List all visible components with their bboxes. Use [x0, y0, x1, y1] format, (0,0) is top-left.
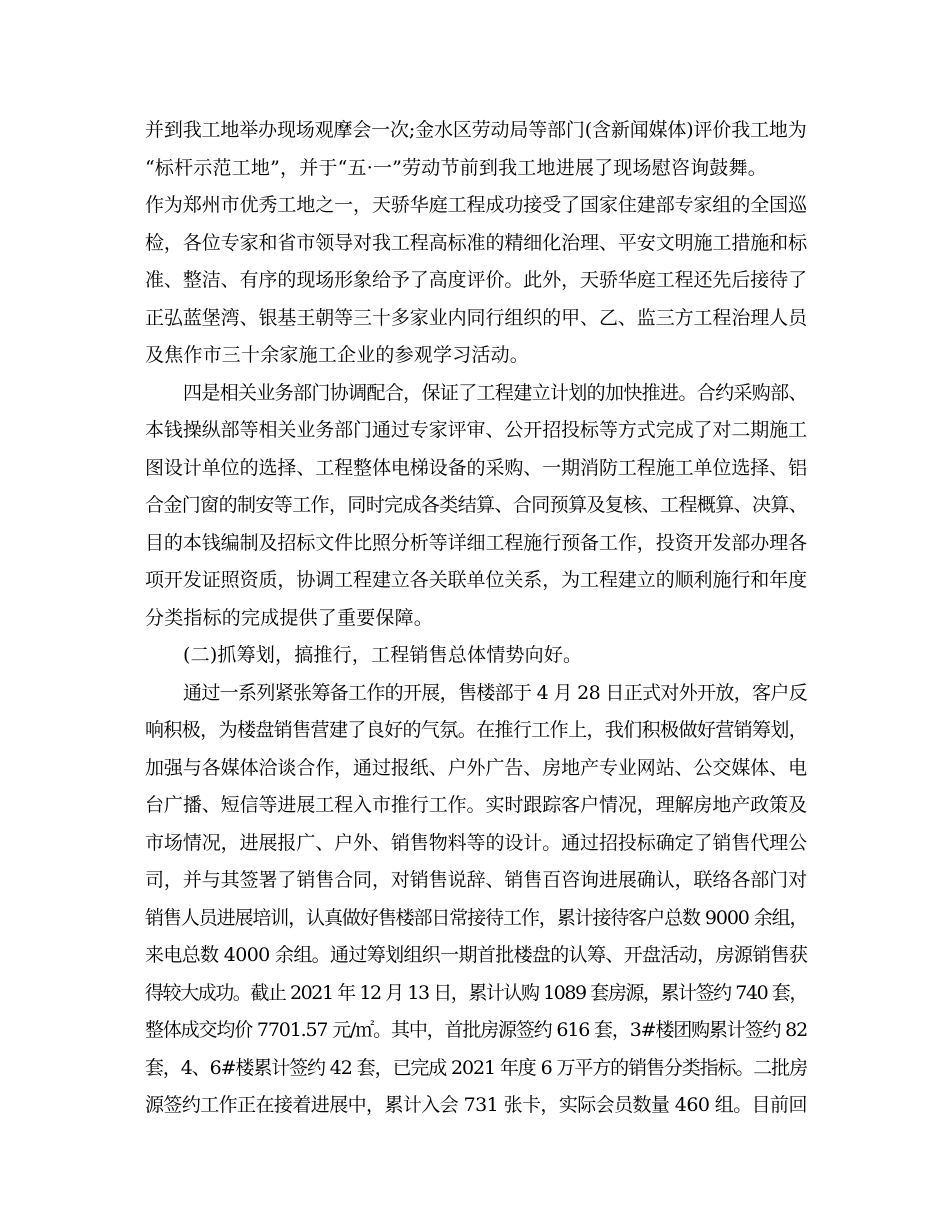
text-line: 项开发证照资质，协调工程建立各关联单位关系，为工程建立的顺利施行和年度 — [145, 569, 808, 591]
paragraph-first-line: 四是相关业务部门协调配合，保证了工程建立计划的加快推进。合约采购部、 — [183, 381, 807, 404]
text-line: 整体成交均价 7701.57 元/㎡。其中，首批房源签约 616 套，3#楼团购累计签约 82 — [145, 1019, 808, 1041]
text-line: 正弘蓝堡湾、银基王朝等三十多家业内同行组织的甲、乙、监三方工程治理人员 — [145, 306, 808, 329]
text-line: 图设计单位的选择、工程整体电梯设备的采购、一期消防工程施工单位选择、铝 — [145, 456, 808, 479]
text-line: 得较大成功。截止 2021 年 12 月 13 日，累计认购 1089 套房源，累计签约 740 套， — [145, 981, 807, 1004]
paragraph-first-line: (二)抓筹划，搞推行，工程销售总体情势向好。 — [183, 644, 583, 666]
text-line: 并到我工地举办现场观摩会一次;金水区劳动局等部门(含新闻媒体)评价我工地为 — [145, 119, 807, 141]
text-line: 来电总数 4000 余组。通过筹划组织一期首批楼盘的认筹、开盘活动，房源销售获 — [145, 944, 808, 966]
text-line: 销售人员进展培训，认真做好售楼部日常接待工作，累计接待客户总数 9000 余组， — [145, 906, 808, 929]
text-line: 套，4、6#楼累计签约 42 套，已完成 2021 年度 6 万平方的销售分类指标。二批房 — [145, 1056, 807, 1079]
paragraph-first-line: 通过一系列紧张筹备工作的开展，售楼部于 4 月 28 日正式对外开放，客户反 — [183, 681, 808, 704]
text-line: 目的本钱编制及招标文件比照分析等详细工程施行预备工作，投资开发部办理各 — [145, 531, 808, 554]
text-line: 源签约工作正在接着进展中，累计入会 731 张卡，实际会员数量 460 组。目前回 — [145, 1094, 807, 1116]
text-line: 检，各位专家和省市领导对我工程高标准的精细化治理、平安文明施工措施和标 — [145, 231, 808, 254]
text-line: 加强与各媒体洽谈合作，通过报纸、户外广告、房地产专业网站、公交媒体、电 — [145, 756, 808, 779]
text-line: 及焦作市三十余家施工企业的参观学习活动。 — [145, 344, 530, 366]
text-line: 分类指标的完成提供了重要保障。 — [145, 606, 434, 629]
document-body — [145, 112, 808, 1125]
text-line: 准、整洁、有序的现场形象给予了高度评价。此外，天骄华庭工程还先后接待了 — [145, 269, 808, 291]
text-line: 作为郑州市优秀工地之一，天骄华庭工程成功接受了国家住建部专家组的全国巡 — [145, 194, 808, 216]
text-line: 合金门窗的制安等工作，同时完成各类结算、合同预算及复核、工程概算、决算、 — [145, 494, 808, 516]
text-line: 响积极，为楼盘销售营建了良好的气氛。在推行工作上，我们积极做好营销筹划， — [145, 719, 808, 741]
text-line: 台广播、短信等进展工程入市推行工作。实时跟踪客户情况，理解房地产政策及 — [145, 794, 808, 816]
text-line: 司，并与其签署了销售合同，对销售说辞、销售百咨询进展确认，联络各部门对 — [145, 869, 808, 891]
text-line: 本钱操纵部等相关业务部门通过专家评审、公开招投标等方式完成了对二期施工 — [145, 419, 808, 441]
text-line: 市场情况，进展报广、户外、销售物料等的设计。通过招投标确定了销售代理公 — [145, 831, 808, 854]
text-line: “标杆示范工地”，并于“五·一”劳动节前到我工地进展了现场慰咨询鼓舞。 — [145, 156, 767, 179]
